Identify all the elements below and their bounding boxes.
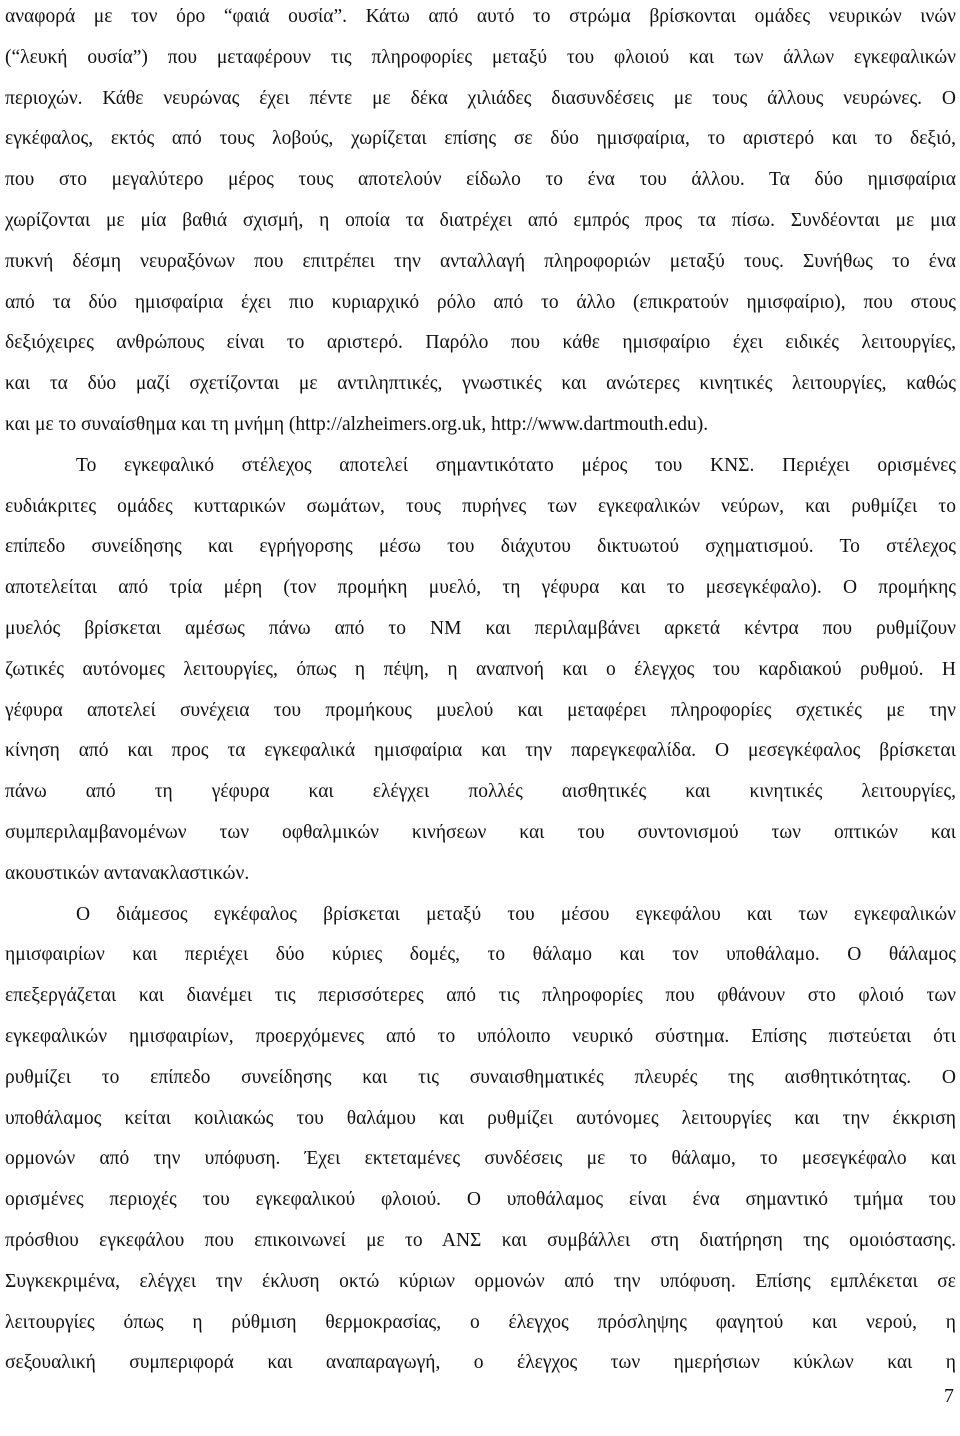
paragraph-first-line: Ο διάμεσος εγκέφαλος βρίσκεται μεταξύ του μέσου εγκεφάλου και των εγκεφαλικών [76,903,956,925]
text-line: ζωτικές αυτόνομες λειτουργίες, όπως η πέψη, η αναπνοή και ο έλεγχος του καρδιακού ρυθμού. Η [5,658,956,680]
text-line: επεξεργάζεται και διανέμει τις περισσότερες από τις πληροφορίες που φθάνουν στο φλοιό των [5,985,956,1007]
text-line: από τα δύο ημισφαίρια έχει πιο κυριαρχικό ρόλο από το άλλο (επικρατούν ημισφαίριο), που στους [5,291,956,313]
text-line: ορισμένες περιοχές του εγκεφαλικού φλοιού. Ο υποθάλαμος είναι ένα σημαντικό τμήμα του [5,1189,956,1211]
page-number: 7 [944,1385,954,1407]
text-line: Συγκεκριμένα, ελέγχει την έκλυση οκτώ κύριων ορμονών από την υπόφυση. Επίσης εμπλέκεται σε [5,1270,956,1292]
text-line: χωρίζονται με μία βαθιά σχισμή, η οποία τα διατρέχει από εμπρός προς τα πίσω. Συνδέονται με μια [5,209,956,231]
text-line: ημισφαιρίων και περιέχει δύο κύριες δομές, το θάλαμο και τον υποθάλαμο. Ο θάλαμος [5,944,956,966]
text-line: υποθάλαμος κείται κοιλιακώς του θαλάμου και ρυθμίζει αυτόνομες λειτουργίες και την έκκριση [5,1107,956,1129]
paragraph-end-line: ακουστικών αντανακλαστικών. [5,862,250,884]
text-line: ρυθμίζει το επίπεδο συνείδησης και τις συναισθηματικές πλευρές της αισθητικότητας. Ο [5,1066,956,1088]
paragraph-end-line: και με το συναίσθημα και τη μνήμη (http://alzheimers.org.uk, http://www.dartmouth.edu). [5,413,709,435]
text-line: μυελός βρίσκεται αμέσως πάνω από το ΝΜ και περιλαμβάνει αρκετά κέντρα που ρυθμίζουν [5,617,956,639]
text-line: εγκέφαλος, εκτός από τους λοβούς, χωρίζεται επίσης σε δύο ημισφαίρια, το αριστερό και το δεξιό, [5,128,956,150]
text-line: κίνηση από και προς τα εγκεφαλικά ημισφαίρια και την παρεγκεφαλίδα. Ο μεσεγκέφαλος βρίσκεται [5,740,956,762]
text-line: και τα δύο μαζί σχετίζονται με αντιληπτικές, γνωστικές και ανώτερες κινητικές λειτουργίες, καθώς [5,373,956,395]
text-line: δεξιόχειρες ανθρώπους είναι το αριστερό. Παρόλο που κάθε ημισφαίριο έχει ειδικές λειτουργίες, [5,332,956,354]
text-line: αναφορά με τον όρο “φαιά ουσία”. Κάτω από αυτό το στρώμα βρίσκονται ομάδες νευρικών ινών [5,6,956,27]
body-text [5,0,956,1384]
text-line: εγκεφαλικών ημισφαιρίων, προερχόμενες από το υπόλοιπο νευρικό σύστημα. Επίσης πιστεύεται ότι [5,1025,956,1047]
text-line: λειτουργίες όπως η ρύθμιση θερμοκρασίας, ο έλεγχος πρόσληψης φαγητού και νερού, η [5,1311,956,1333]
text-line: αποτελείται από τρία μέρη (τον προμήκη μυελό, τη γέφυρα και το μεσεγκέφαλο). Ο προμήκης [5,577,956,599]
text-line: πάνω από τη γέφυρα και ελέγχει πολλές αισθητικές και κινητικές λειτουργίες, [5,781,956,803]
text-line: που στο μεγαλύτερο μέρος τους αποτελούν είδωλο το ένα του άλλου. Τα δύο ημισφαίρια [5,169,956,191]
text-line: γέφυρα αποτελεί συνέχεια του προμήκους μυελού και μεταφέρει πληροφορίες σχετικές με την [5,699,956,721]
paragraph-first-line: Το εγκεφαλικό στέλεχος αποτελεί σημαντικότατο μέρος του ΚΝΣ. Περιέχει ορισμένες [76,454,956,476]
text-line: περιοχών. Κάθε νευρώνας έχει πέντε με δέκα χιλιάδες διασυνδέσεις με τους άλλους νευρώνες. Ο [5,87,956,109]
text-line: πυκνή δέσμη νευραξόνων που επιτρέπει την ανταλλαγή πληροφοριών μεταξύ τους. Συνήθως το ένα [5,250,956,272]
text-line: ορμονών από την υπόφυση. Έχει εκτεταμένες συνδέσεις με το θάλαμο, το μεσεγκέφαλο και [5,1148,956,1170]
text-line: (“λευκή ουσία”) που μεταφέρουν τις πληροφορίες μεταξύ του φλοιού και των άλλων εγκεφαλικών [5,46,956,68]
text-line: πρόσθιου εγκεφάλου που επικοινωνεί με το ΑΝΣ και συμβάλλει στη διατήρηση της ομοιόστασης. [5,1229,956,1251]
text-line: σεξουαλική συμπεριφορά και αναπαραγωγή, ο έλεγχος των ημερήσιων κύκλων και η [5,1352,956,1374]
text-line: επίπεδο συνείδησης και εγρήγορσης μέσω του διάχυτου δικτυωτού σχηματισμού. Το στέλεχος [5,536,956,558]
text-line: συμπεριλαμβανομένων των οφθαλμικών κινήσεων και του συντονισμού των οπτικών και [5,821,956,843]
text-line: ευδιάκριτες ομάδες κυτταρικών σωμάτων, τους πυρήνες των εγκεφαλικών νεύρων, και ρυθμίζει το [5,495,956,517]
